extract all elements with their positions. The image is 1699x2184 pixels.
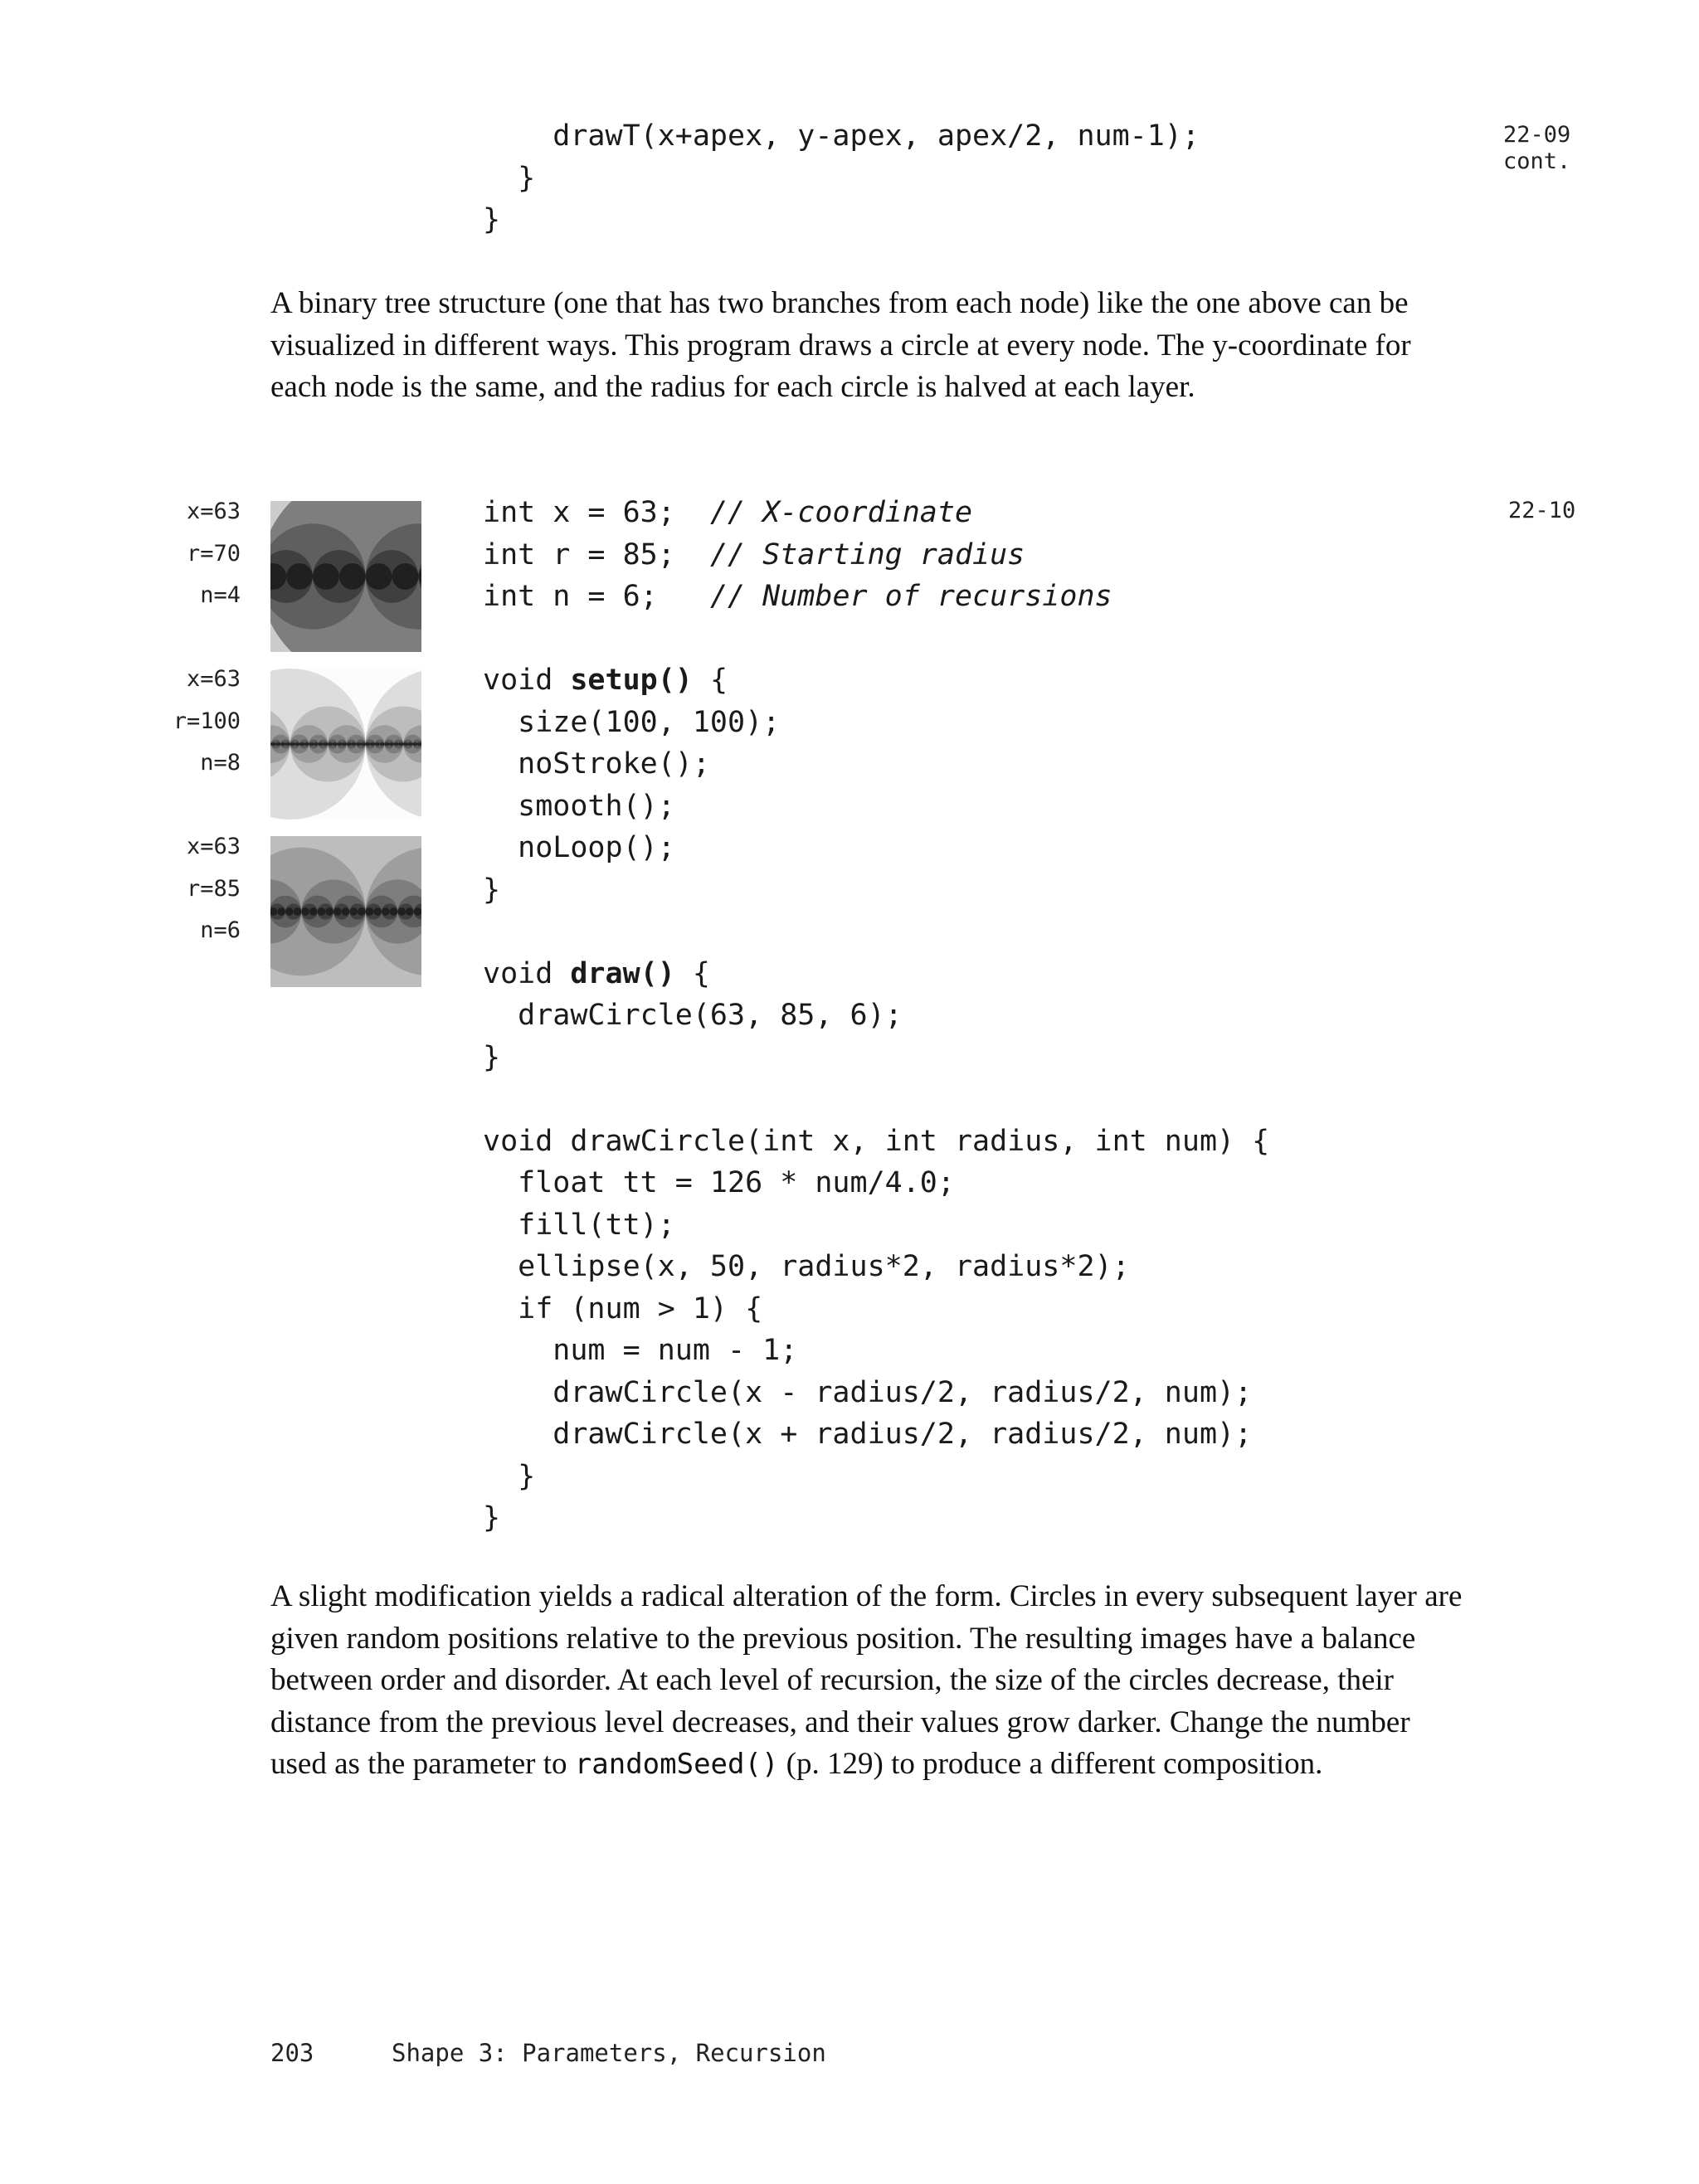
recursive-circle — [401, 743, 403, 746]
recursive-circle — [344, 743, 347, 746]
recursive-circle — [293, 743, 295, 746]
recursive-circle — [294, 907, 302, 916]
recursive-circle — [417, 743, 420, 746]
recursive-circles-image — [270, 669, 421, 820]
recursive-circle — [368, 743, 371, 746]
code-line: drawCircle(x - radius/2, radius/2, num); — [483, 1375, 1253, 1409]
code-line: int n = 6; // Number of recursions — [483, 580, 1112, 613]
recursive-circle — [277, 907, 285, 916]
code-line: } — [483, 1040, 501, 1074]
inline-code: randomSeed() — [574, 1748, 779, 1781]
recursive-circle — [375, 743, 377, 746]
code-line: void setup() { — [483, 664, 728, 697]
code-line: noLoop(); — [483, 831, 675, 864]
recursive-circle — [278, 743, 280, 746]
recursive-circle — [372, 743, 375, 746]
recursive-circle — [347, 743, 349, 746]
recursive-circle — [302, 743, 304, 746]
recursive-circle — [286, 563, 313, 590]
code-comment: // Number of recursions — [709, 580, 1112, 613]
recursive-circle — [414, 907, 421, 916]
recursive-circle — [366, 907, 374, 916]
code-line: if (num > 1) { — [483, 1291, 763, 1325]
recursive-circle — [411, 743, 413, 746]
recursive-circle — [339, 563, 366, 590]
code-line: } — [483, 1459, 536, 1493]
recursive-circle — [361, 743, 363, 746]
example-image-3 — [270, 836, 421, 987]
recursive-circle — [316, 743, 319, 746]
example-number-top: 22-09 cont. — [1503, 122, 1571, 174]
recursive-circles-image — [270, 836, 421, 987]
example-image-2 — [270, 669, 421, 820]
recursive-circle — [304, 743, 307, 746]
recursive-circle — [333, 907, 342, 916]
code-line: drawT(x+apex, y-apex, apex/2, num-1); — [483, 119, 1200, 153]
recursive-circle — [271, 743, 274, 746]
recursive-circle — [406, 743, 408, 746]
recursive-circle — [290, 743, 293, 746]
recursive-circle — [408, 743, 411, 746]
recursive-circle — [352, 743, 354, 746]
recursive-circle — [309, 743, 311, 746]
code-line: float tt = 126 * num/4.0; — [483, 1166, 955, 1199]
paragraph-intro: A binary tree structure (one that has two branches from each node) like the one above can be visualized in different ways. This program draws a circle at every node. The y-coordinate for each node is the same, and the radius for each circle is halved at each layer. — [270, 286, 1411, 404]
page-number: 203 — [270, 2039, 314, 2067]
recursive-circle — [285, 743, 288, 746]
recursive-circle — [392, 743, 394, 746]
recursive-circle — [342, 743, 344, 746]
recursive-circle — [397, 743, 399, 746]
recursive-circle — [318, 907, 326, 916]
recursive-circle — [280, 743, 283, 746]
example-number: 22-10 — [1508, 498, 1576, 523]
recursive-circle — [403, 743, 406, 746]
recursive-circle — [370, 743, 372, 746]
recursive-circle — [288, 743, 290, 746]
recursive-circle — [392, 563, 419, 590]
recursive-circle — [313, 563, 339, 590]
recursive-circle — [380, 743, 382, 746]
recursive-circle — [309, 907, 318, 916]
recursive-circle — [328, 743, 330, 746]
recursive-circle — [299, 743, 302, 746]
recursive-circle — [415, 743, 417, 746]
code-comment: // X-coordinate — [709, 496, 973, 529]
code-comment: // Starting radius — [709, 537, 1025, 572]
recursive-circle — [349, 907, 358, 916]
code-continuation — [483, 115, 1200, 241]
code-line: noStroke(); — [483, 747, 710, 781]
recursive-circle — [283, 743, 285, 746]
recursive-circle — [319, 743, 321, 746]
recursive-circle — [311, 743, 314, 746]
recursive-circle — [413, 743, 416, 746]
recursive-circle — [366, 743, 368, 746]
code-line: fill(tt); — [483, 1208, 675, 1242]
recursive-circle — [314, 743, 316, 746]
recursive-circle — [301, 907, 309, 916]
recursive-circle — [366, 563, 392, 590]
recursive-circle — [390, 907, 398, 916]
recursive-circle — [330, 743, 333, 746]
code-line: int r = 85; // Starting radius — [483, 537, 1025, 572]
recursive-circles-image — [270, 501, 421, 652]
code-line: size(100, 100); — [483, 705, 781, 739]
recursive-circle — [387, 743, 389, 746]
example-params-2: x=63 r=100 n=8 — [173, 666, 241, 776]
code-listing — [483, 492, 1269, 1540]
recursive-circle — [358, 907, 366, 916]
code-line: int x = 63; // X-coordinate — [483, 496, 973, 529]
recursive-circle — [373, 907, 382, 916]
code-line: drawCircle(x + radius/2, radius/2, num); — [483, 1418, 1253, 1451]
code-line: smooth(); — [483, 789, 675, 823]
code-line: } — [483, 873, 501, 907]
code-line: } — [483, 203, 501, 236]
recursive-circle — [321, 743, 324, 746]
recursive-circle — [397, 907, 406, 916]
recursive-circle — [353, 743, 356, 746]
recursive-circle — [325, 907, 333, 916]
code-line: ellipse(x, 50, radius*2, radius*2); — [483, 1250, 1130, 1283]
example-params-1: x=63 r=70 n=4 — [186, 499, 241, 608]
example-image-1 — [270, 501, 421, 652]
paragraph-modification: A slight modification yields a radical alteration of the form. Circles in every subsequent layer are given random positions relative to the previous position. The resulting images have a balance between order and disorder. At each level of recursion, the size of the circles decrease, their distance from the previous level decreases, and their values grow darker. Change the number used as the parameter to randomSeed() (p. 129) to produce a different composition. — [270, 1579, 1463, 1781]
recursive-circle — [382, 743, 385, 746]
recursive-circle — [349, 743, 352, 746]
code-line: } — [483, 1501, 501, 1535]
recursive-circle — [394, 743, 397, 746]
recursive-circle — [384, 743, 387, 746]
recursive-circle — [325, 743, 328, 746]
recursive-circle — [297, 743, 299, 746]
recursive-circle — [339, 743, 342, 746]
code-line: void drawCircle(int x, int radius, int num) { — [483, 1124, 1270, 1158]
recursive-circle — [398, 743, 401, 746]
code-line: drawCircle(63, 85, 6); — [483, 999, 903, 1032]
recursive-circle — [382, 907, 390, 916]
recursive-circle — [389, 743, 392, 746]
recursive-circle — [285, 907, 294, 916]
recursive-circle — [377, 743, 380, 746]
recursive-circle — [356, 743, 358, 746]
recursive-circle — [274, 743, 276, 746]
recursive-circle — [358, 743, 361, 746]
recursive-circle — [307, 743, 309, 746]
code-line: } — [483, 161, 536, 195]
recursive-circle — [323, 743, 325, 746]
recursive-circle — [333, 743, 335, 746]
code-line: void draw() { — [483, 956, 710, 990]
recursive-circle — [363, 743, 366, 746]
recursive-circle — [335, 743, 338, 746]
recursive-circle — [338, 743, 340, 746]
code-line: num = num - 1; — [483, 1334, 798, 1367]
recursive-circle — [406, 907, 414, 916]
running-footer: Shape 3: Parameters, Recursion — [392, 2039, 826, 2067]
recursive-circle — [342, 907, 350, 916]
recursive-circle — [295, 743, 297, 746]
example-params-3: x=63 r=85 n=6 — [186, 834, 241, 943]
recursive-circle — [276, 743, 279, 746]
